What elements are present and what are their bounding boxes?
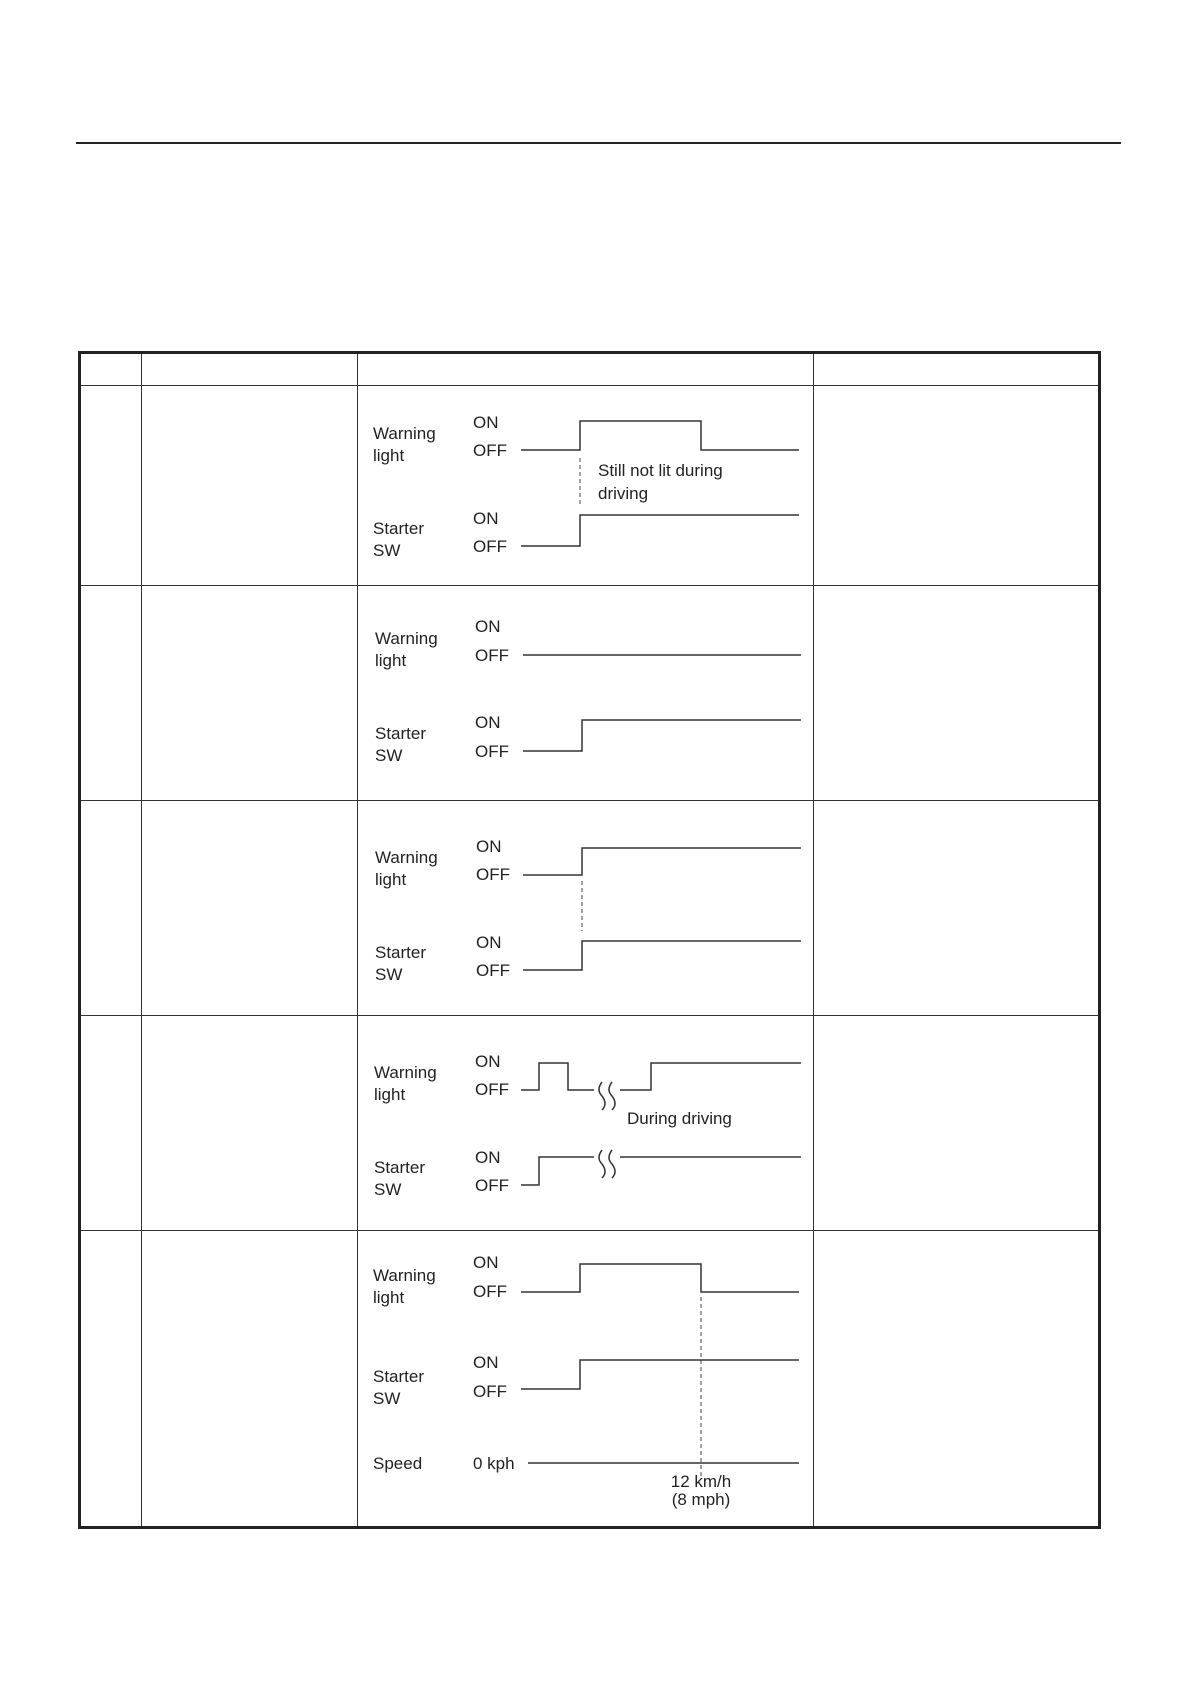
speed-label: Speed	[373, 1454, 423, 1473]
off-label: OFF	[476, 865, 510, 884]
starter-sw-signal	[521, 1360, 799, 1389]
warning-light-signal	[523, 848, 801, 875]
timing-chart	[358, 586, 814, 799]
row-description	[142, 801, 358, 1016]
table-header-row	[80, 353, 1100, 386]
off-label: OFF	[473, 1282, 507, 1301]
off-label: OFF	[473, 1382, 507, 1401]
light-label: light	[375, 870, 407, 889]
timing-chart-cell	[358, 1016, 814, 1231]
warning-light-signal	[521, 1264, 799, 1292]
on-label: ON	[475, 713, 501, 732]
on-label: ON	[475, 1148, 501, 1167]
off-label: OFF	[476, 961, 510, 980]
timing-chart-cell	[358, 1231, 814, 1528]
header-no	[80, 353, 142, 386]
starter-label: Starter	[373, 519, 425, 538]
row-description	[142, 386, 358, 586]
table-row	[80, 1231, 1100, 1528]
row-remarks	[814, 386, 1100, 586]
sw-label: SW	[373, 1389, 401, 1408]
warning-light-pattern-table	[78, 351, 1101, 1529]
row-description	[142, 586, 358, 801]
starter-sw-signal	[523, 720, 801, 751]
time-break-icon	[599, 1082, 615, 1110]
on-label: ON	[476, 933, 502, 952]
starter-label: Starter	[375, 724, 427, 743]
starter-sw-signal	[523, 941, 801, 970]
row-no	[80, 801, 142, 1016]
light-label: light	[373, 446, 405, 465]
on-label: ON	[475, 1052, 501, 1071]
row-remarks	[814, 801, 1100, 1016]
timing-chart	[358, 1231, 814, 1526]
off-label: OFF	[475, 646, 509, 665]
row-remarks	[814, 1016, 1100, 1231]
starter-sw-signal	[521, 1157, 594, 1185]
row-remarks	[814, 1231, 1100, 1528]
header-remarks	[814, 353, 1100, 386]
table-row	[80, 586, 1100, 801]
speed-threshold-label: 12 km/h	[670, 1472, 732, 1491]
timing-chart	[358, 801, 814, 1014]
warning-label: Warning	[375, 848, 438, 867]
note-label: Still not lit during	[598, 461, 723, 480]
on-label: ON	[475, 617, 501, 636]
starter-sw-signal	[521, 515, 799, 546]
time-break-icon	[599, 1150, 615, 1178]
on-label: ON	[473, 1253, 499, 1272]
table-row	[80, 1016, 1100, 1231]
note-label: During driving	[627, 1109, 732, 1128]
table-row	[80, 801, 1100, 1016]
off-label: OFF	[473, 537, 507, 556]
warning-label: Warning	[373, 1266, 436, 1285]
row-no	[80, 386, 142, 586]
top-rule	[76, 142, 1121, 144]
off-label: OFF	[475, 1176, 509, 1195]
table-row	[80, 386, 1100, 586]
speed-threshold-mph-label: (8 mph)	[671, 1490, 731, 1509]
header-description	[142, 353, 358, 386]
on-label: ON	[473, 413, 499, 432]
warning-label: Warning	[373, 424, 436, 443]
row-no	[80, 1231, 142, 1528]
timing-chart-cell	[358, 586, 814, 801]
sw-label: SW	[375, 965, 403, 984]
off-label: OFF	[475, 1080, 509, 1099]
off-label: OFF	[475, 742, 509, 761]
on-label: ON	[473, 509, 499, 528]
note-label: driving	[598, 484, 649, 503]
timing-chart	[358, 1016, 814, 1229]
row-description	[142, 1016, 358, 1231]
warning-label: Warning	[374, 1063, 437, 1082]
timing-chart-cell	[358, 386, 814, 586]
sw-label: SW	[375, 746, 403, 765]
warning-light-signal	[521, 421, 799, 450]
starter-label: Starter	[375, 943, 427, 962]
starter-label: Starter	[373, 1367, 425, 1386]
row-description	[142, 1231, 358, 1528]
row-no	[80, 586, 142, 801]
timing-chart-cell	[358, 801, 814, 1016]
timing-chart	[358, 386, 814, 584]
light-label: light	[374, 1085, 406, 1104]
off-label: OFF	[473, 441, 507, 460]
light-label: light	[373, 1288, 405, 1307]
warning-label: Warning	[375, 629, 438, 648]
row-no	[80, 1016, 142, 1231]
sw-label: SW	[374, 1180, 402, 1199]
sw-label: SW	[373, 541, 401, 560]
row-remarks	[814, 586, 1100, 801]
warning-light-signal	[620, 1063, 801, 1090]
zero-kph-label: 0 kph	[473, 1454, 515, 1473]
starter-label: Starter	[374, 1158, 426, 1177]
on-label: ON	[476, 837, 502, 856]
light-label: light	[375, 651, 407, 670]
warning-light-signal	[521, 1063, 594, 1090]
header-chart	[358, 353, 814, 386]
on-label: ON	[473, 1353, 499, 1372]
